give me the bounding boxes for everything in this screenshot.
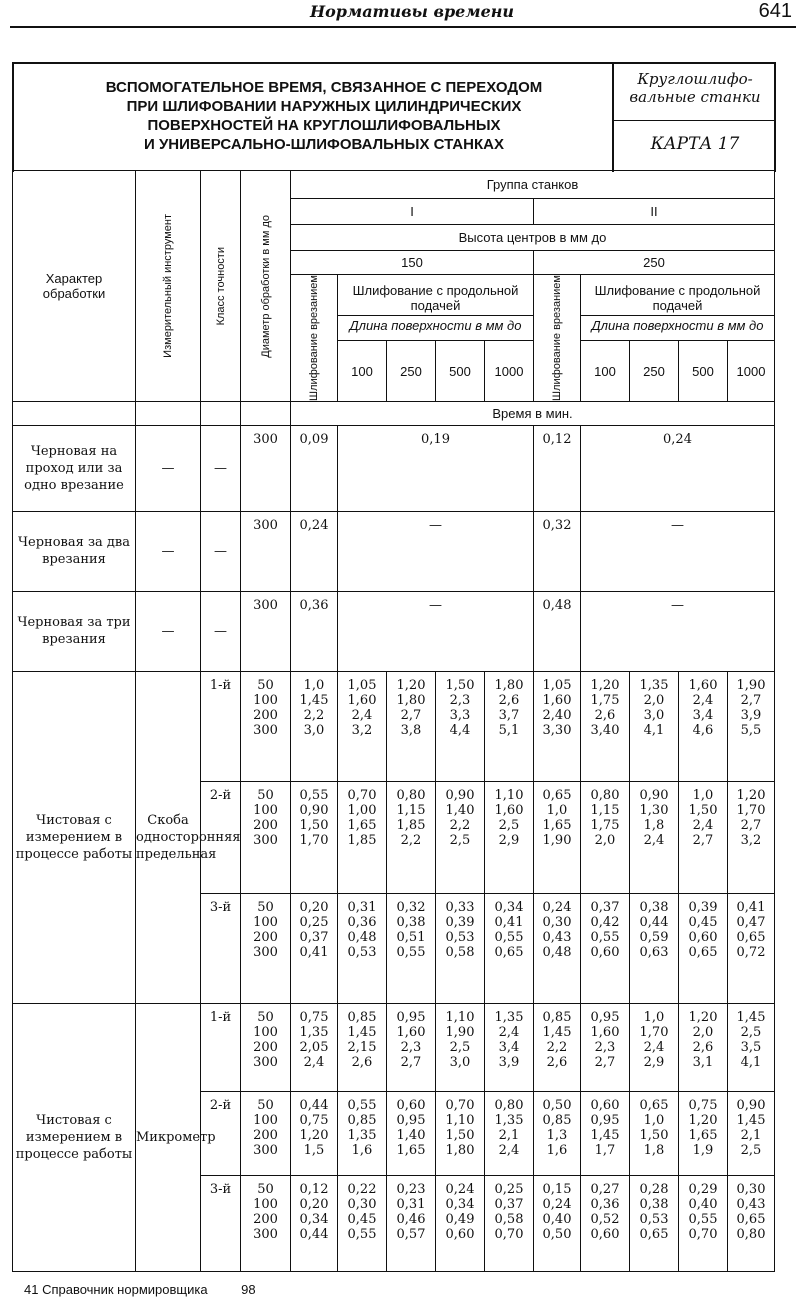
blank-cell — [13, 401, 136, 425]
time-cell: 0,31 0,36 0,48 0,53 — [338, 893, 387, 1003]
time-cell: 0,70 1,00 1,65 1,85 — [338, 781, 387, 893]
time-cell: 0,23 0,31 0,46 0,57 — [387, 1175, 436, 1271]
machine-type-line: Круглошлифо- — [637, 70, 753, 88]
time-cell: 1,05 1,60 2,4 3,2 — [338, 671, 387, 781]
length-col: 500 — [679, 341, 728, 401]
header-rule — [10, 26, 796, 28]
accuracy-class: 2-й — [201, 1091, 241, 1175]
time-cell: 0,29 0,40 0,55 0,70 — [679, 1175, 728, 1271]
time-cell: 1,0 1,45 2,2 3,0 — [291, 671, 338, 781]
diameter-cell: 50 100 200 300 — [241, 671, 291, 781]
length-col: 100 — [338, 341, 387, 401]
accuracy-class: 1-й — [201, 671, 241, 781]
machine-type — [616, 70, 774, 106]
time-cell: 0,90 1,40 2,2 2,5 — [436, 781, 485, 893]
running-header — [10, 0, 796, 28]
time-cell: 1,45 2,5 3,5 4,1 — [728, 1003, 775, 1091]
time-cell: — — [581, 591, 775, 671]
header-height: Высота центров в мм до — [291, 225, 775, 251]
class-dash: — — [201, 511, 241, 591]
time-cell: 0,48 — [534, 591, 581, 671]
time-cell: 0,55 0,85 1,35 1,6 — [338, 1091, 387, 1175]
time-cell: 0,55 0,90 1,50 1,70 — [291, 781, 338, 893]
card-title-line: И УНИВЕРСАЛЬНО-ШЛИФОВАЛЬНЫХ СТАНКАХ — [144, 136, 504, 153]
row-label: Черновая на проход или за одно врезание — [13, 425, 136, 511]
time-unit-row: Время в мин. — [291, 401, 775, 425]
time-cell: 0,24 — [581, 425, 775, 511]
header-length-text: Длина поверхности в мм до — [349, 317, 522, 333]
time-cell: 0,24 — [291, 511, 338, 591]
time-cell: 0,12 — [534, 425, 581, 511]
page-footer — [24, 1282, 256, 1297]
header-plunge-text: Шлифование врезанием — [308, 275, 320, 401]
diameter-cell: 300 — [241, 511, 291, 591]
header-length-text: Длина поверхности в мм до — [591, 317, 764, 333]
time-cell: 1,50 2,3 3,3 4,4 — [436, 671, 485, 781]
accuracy-class: 3-й — [201, 893, 241, 1003]
accuracy-class: 1-й — [201, 1003, 241, 1091]
header-plunge-1 — [291, 275, 338, 402]
blank-cell — [201, 401, 241, 425]
length-col: 250 — [387, 341, 436, 401]
footer-source: 41 Справочник нормировщика — [24, 1282, 208, 1297]
time-cell: 1,90 2,7 3,9 5,5 — [728, 671, 775, 781]
group-2: II — [534, 199, 775, 225]
time-cell: 0,34 0,41 0,55 0,65 — [485, 893, 534, 1003]
page-number: 641 — [758, 0, 792, 22]
time-cell: 1,60 2,4 3,4 4,6 — [679, 671, 728, 781]
card-title — [44, 78, 604, 154]
card-title-line: ПОВЕРХНОСТЕЙ НА КРУГЛОШЛИФОВАЛЬНЫХ — [147, 117, 501, 134]
header-diameter-text: Диаметр обработки в мм до — [259, 214, 272, 358]
time-cell: 0,38 0,44 0,59 0,63 — [630, 893, 679, 1003]
time-cell: 0,22 0,30 0,45 0,55 — [338, 1175, 387, 1271]
time-cell: 0,28 0,38 0,53 0,65 — [630, 1175, 679, 1271]
time-cell: 1,80 2,6 3,7 5,1 — [485, 671, 534, 781]
time-cell: 0,39 0,45 0,60 0,65 — [679, 893, 728, 1003]
machine-type-line: вальные станки — [629, 88, 761, 106]
time-cell: 1,20 1,80 2,7 3,8 — [387, 671, 436, 781]
time-cell: 0,15 0,24 0,40 0,50 — [534, 1175, 581, 1271]
time-cell: 0,24 0,30 0,43 0,48 — [534, 893, 581, 1003]
header-longitudinal-1 — [338, 275, 534, 341]
instrument-dash: — — [136, 425, 201, 511]
length-col: 100 — [581, 341, 630, 401]
header-class — [201, 171, 241, 402]
length-col: 250 — [630, 341, 679, 401]
time-cell: 0,32 0,38 0,51 0,55 — [387, 893, 436, 1003]
header-plunge-2 — [534, 275, 581, 402]
time-cell: 1,20 1,75 2,6 3,40 — [581, 671, 630, 781]
header-longitudinal-text: Шлифование с продольной подачей — [338, 281, 533, 316]
time-cell: 1,10 1,90 2,5 3,0 — [436, 1003, 485, 1091]
header-longitudinal-2 — [581, 275, 775, 341]
class-dash: — — [201, 425, 241, 511]
time-cell: 1,0 1,50 2,4 2,7 — [679, 781, 728, 893]
time-cell: 0,44 0,75 1,20 1,5 — [291, 1091, 338, 1175]
card-title-line: ПРИ ШЛИФОВАНИИ НАРУЖНЫХ ЦИЛИНДРИЧЕСКИХ — [126, 98, 522, 115]
length-col: 1000 — [485, 341, 534, 401]
time-cell: 0,19 — [338, 425, 534, 511]
time-cell: 0,27 0,36 0,52 0,60 — [581, 1175, 630, 1271]
time-cell: 0,90 1,45 2,1 2,5 — [728, 1091, 775, 1175]
row-label: Чистовая с измерением в процессе работы — [13, 671, 136, 1003]
time-cell: 0,20 0,25 0,37 0,41 — [291, 893, 338, 1003]
time-cell: 1,20 2,0 2,6 3,1 — [679, 1003, 728, 1091]
time-cell: — — [581, 511, 775, 591]
length-col: 500 — [436, 341, 485, 401]
instrument-dash: — — [136, 511, 201, 591]
row-label: Чистовая с измерением в процессе работы — [13, 1003, 136, 1271]
time-cell: 0,41 0,47 0,65 0,72 — [728, 893, 775, 1003]
blank-cell — [136, 401, 201, 425]
diameter-cell: 300 — [241, 591, 291, 671]
time-cell: 0,37 0,42 0,55 0,60 — [581, 893, 630, 1003]
diameter-cell: 300 — [241, 425, 291, 511]
time-cell: 0,80 1,15 1,85 2,2 — [387, 781, 436, 893]
header-class-text: Класс точности — [214, 246, 227, 326]
time-norms-table — [12, 170, 775, 1272]
header-plunge-text: Шлифование врезанием — [551, 275, 563, 401]
row-label: Черновая за три врезания — [13, 591, 136, 671]
diameter-cell: 50 100 200 300 — [241, 781, 291, 893]
table-row — [13, 1003, 775, 1091]
length-col: 1000 — [728, 341, 775, 401]
time-cell: 0,75 1,35 2,05 2,4 — [291, 1003, 338, 1091]
time-cell: 0,80 1,35 2,1 2,4 — [485, 1091, 534, 1175]
time-cell: 1,0 1,70 2,4 2,9 — [630, 1003, 679, 1091]
time-cell: 1,05 1,60 2,40 3,30 — [534, 671, 581, 781]
time-cell: 1,35 2,0 3,0 4,1 — [630, 671, 679, 781]
class-dash: — — [201, 591, 241, 671]
height-2: 250 — [534, 251, 775, 275]
time-cell: 0,65 1,0 1,65 1,90 — [534, 781, 581, 893]
running-title: Нормативы времени — [310, 2, 515, 21]
card-hrule — [612, 120, 774, 121]
diameter-cell: 50 100 200 300 — [241, 1003, 291, 1091]
header-group: Группа станков — [291, 171, 775, 199]
time-cell: 0,80 1,15 1,75 2,0 — [581, 781, 630, 893]
instrument-label: Скоба односторонняя предельная — [136, 671, 201, 1003]
row-label: Черновая за два врезания — [13, 511, 136, 591]
time-cell: 0,60 0,95 1,40 1,65 — [387, 1091, 436, 1175]
card-number: КАРТА 17 — [650, 134, 740, 154]
time-cell: 0,32 — [534, 511, 581, 591]
diameter-cell: 50 100 200 300 — [241, 1175, 291, 1271]
time-cell: 0,09 — [291, 425, 338, 511]
time-cell: 0,85 1,45 2,15 2,6 — [338, 1003, 387, 1091]
time-cell: 1,20 1,70 2,7 3,2 — [728, 781, 775, 893]
time-cell: 0,25 0,37 0,58 0,70 — [485, 1175, 534, 1271]
time-cell: 0,95 1,60 2,3 2,7 — [387, 1003, 436, 1091]
time-cell: 0,70 1,10 1,50 1,80 — [436, 1091, 485, 1175]
card-divider — [612, 64, 614, 172]
header-instrument — [136, 171, 201, 402]
time-cell: 0,65 1,0 1,50 1,8 — [630, 1091, 679, 1175]
diameter-cell: 50 100 200 300 — [241, 1091, 291, 1175]
header-longitudinal-text: Шлифование с продольной подачей — [581, 281, 774, 316]
time-cell: 0,24 0,34 0,49 0,60 — [436, 1175, 485, 1271]
table-row — [13, 511, 775, 591]
table-row — [13, 591, 775, 671]
time-cell: 0,36 — [291, 591, 338, 671]
time-cell: 1,35 2,4 3,4 3,9 — [485, 1003, 534, 1091]
diameter-cell: 50 100 200 300 — [241, 893, 291, 1003]
time-cell: 0,85 1,45 2,2 2,6 — [534, 1003, 581, 1091]
instrument-dash: — — [136, 591, 201, 671]
accuracy-class: 3-й — [201, 1175, 241, 1271]
time-cell: — — [338, 591, 534, 671]
blank-cell — [241, 401, 291, 425]
card-title-line: ВСПОМОГАТЕЛЬНОЕ ВРЕМЯ, СВЯЗАННОЕ С ПЕРЕХОДОМ — [105, 79, 543, 96]
group-1: I — [291, 199, 534, 225]
table-row — [13, 425, 775, 511]
footer-code: 98 — [241, 1282, 256, 1297]
time-cell: 0,50 0,85 1,3 1,6 — [534, 1091, 581, 1175]
header-character: Характер обработки — [13, 171, 136, 402]
height-1: 150 — [291, 251, 534, 275]
time-cell: 0,12 0,20 0,34 0,44 — [291, 1175, 338, 1271]
time-cell: 0,75 1,20 1,65 1,9 — [679, 1091, 728, 1175]
card-header — [12, 62, 776, 172]
time-cell: 0,95 1,60 2,3 2,7 — [581, 1003, 630, 1091]
header-instrument-text: Измерительный инструмент — [162, 214, 174, 358]
time-cell: 0,90 1,30 1,8 2,4 — [630, 781, 679, 893]
time-cell: 0,33 0,39 0,53 0,58 — [436, 893, 485, 1003]
time-cell: — — [338, 511, 534, 591]
header-diameter — [241, 171, 291, 402]
accuracy-class: 2-й — [201, 781, 241, 893]
table-row — [13, 671, 775, 781]
instrument-label: Микрометр — [136, 1003, 201, 1271]
time-cell: 0,30 0,43 0,65 0,80 — [728, 1175, 775, 1271]
time-cell: 0,60 0,95 1,45 1,7 — [581, 1091, 630, 1175]
time-cell: 1,10 1,60 2,5 2,9 — [485, 781, 534, 893]
